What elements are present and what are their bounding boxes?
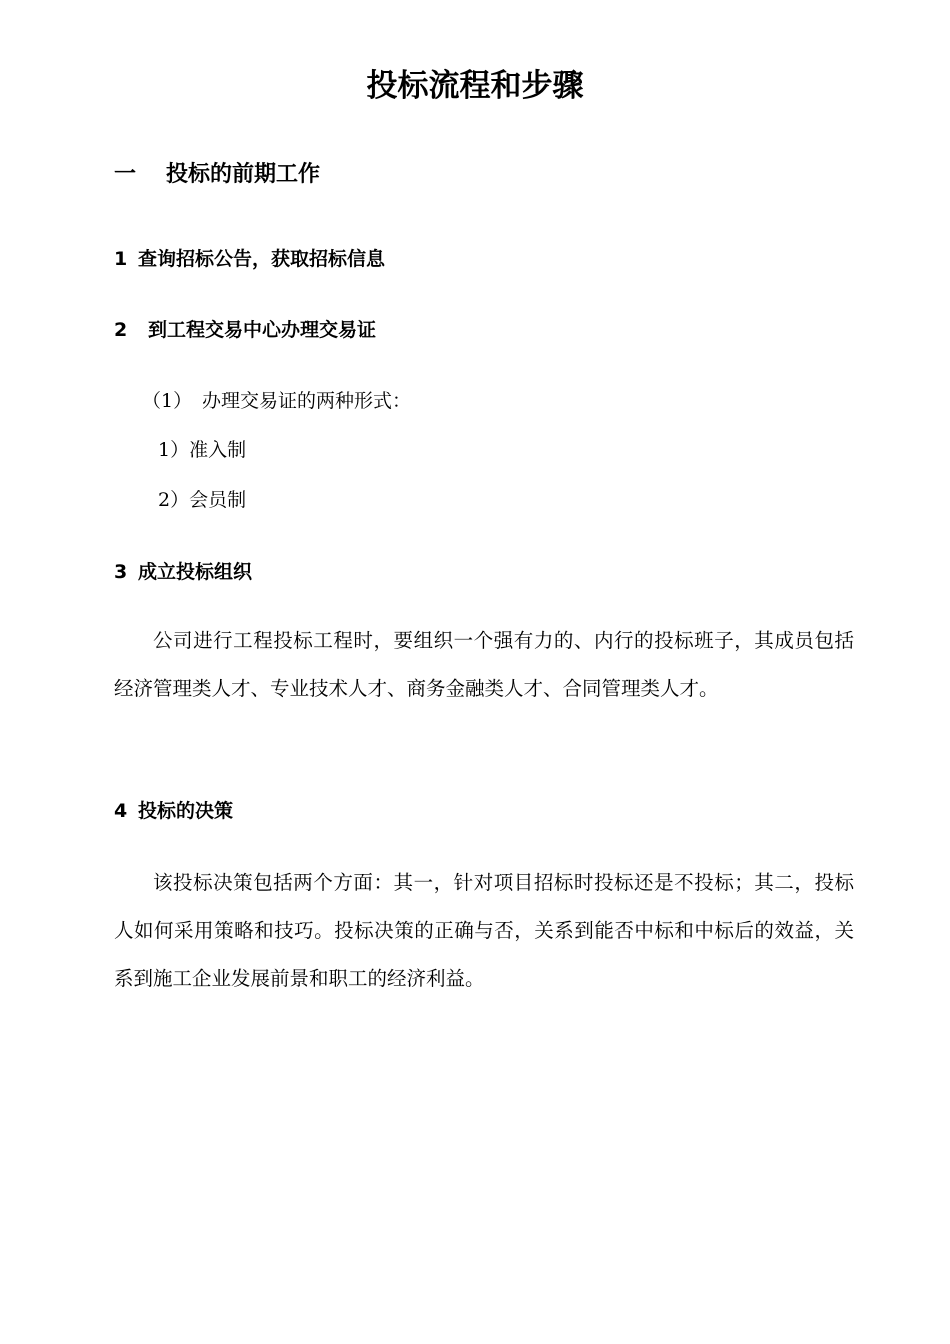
item-title: 成立投标组织 [138,561,253,583]
section-heading-1 [114,160,320,190]
item-number: 4 [114,800,128,822]
item-title: 到工程交易中心办理交易证 [148,319,377,341]
sub-item-label: （1） [142,390,193,412]
option-access-system: 1）准入制 [158,439,247,461]
item-heading-4 [114,797,233,825]
item-title: 查询招标公告，获取招标信息 [138,248,386,270]
item-number: 3 [114,561,128,583]
item-heading-3 [114,558,252,586]
section-title: 投标的前期工作 [166,162,321,187]
option-membership-system: 2）会员制 [158,489,247,511]
document-title: 投标流程和步骤 [366,68,584,104]
section-number: 一 [114,162,137,187]
sub-item-1 [142,387,411,415]
item-heading-1 [114,245,385,273]
sub-item-text: 办理交易证的两种形式： [202,390,412,412]
paragraph-bid-decision: 该投标决策包括两个方面：其一，针对项目招标时投标还是不投标；其二，投标人如何采用策略和技巧。投标决策的正确与否，关系到能否中标和中标后的效益，关系到施工企业发展前景和职工的经济利益。 [114,871,854,990]
item-title: 投标的决策 [138,800,234,822]
item-number: 2 [114,319,128,341]
item-number: 1 [114,248,128,270]
item-heading-2 [114,316,376,344]
paragraph-bid-team: 公司进行工程投标工程时，要组织一个强有力的、内行的投标班子，其成员包括经济管理类人才、专业技术人才、商务金融类人才、合同管理类人才。 [114,629,854,700]
